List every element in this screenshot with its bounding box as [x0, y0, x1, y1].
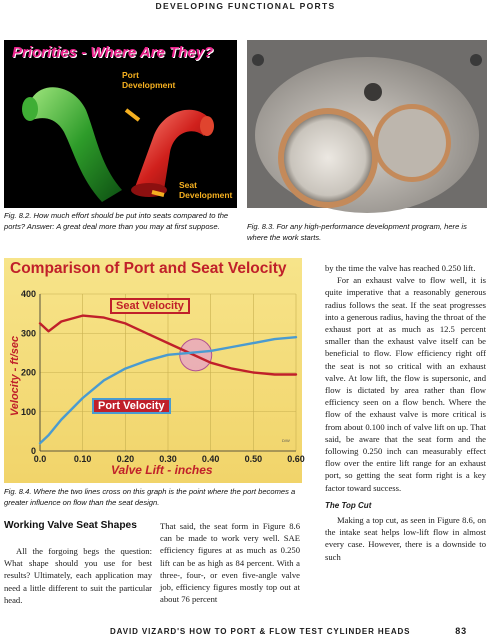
article-col1: [4, 545, 152, 606]
col3-subhead: The Top Cut: [325, 500, 372, 510]
cylinder-head-photo: [247, 40, 487, 208]
x-tick-label: 0.50: [244, 454, 263, 464]
fig1-label-port: Port Development: [122, 70, 176, 90]
figure-cylinder-head-image: [247, 40, 487, 208]
figure-priorities-image: [4, 40, 237, 208]
chart-ylabel: Velocity - ft/sec: [9, 335, 21, 417]
velocity-chart: [4, 258, 305, 483]
chart-tiny-label: D/W: [282, 438, 290, 443]
article-col3: [325, 262, 486, 563]
col3-paragraph-2: For an exhaust valve to flow well, it is quite imperative that a reasonably generous radius follows the seat. If the seat progresses into a generous radius, having the throat of the exhaust port at as much as 12.5 percent smaller than the exhaust valve itself can be beneficial to flow. Flow efficiency right off the seat is not so critical with an exhaust valve. At low lift, the flow is supersonic, and flow is dictated by area rather than flow efficiency seen on a flow bench. Where the flow of the exhaust valve is more critical is from about 0.100 inch of valve lift on up. That said, be aware that the seat form and the following 0.250 inch can measurably effect flow over the entire lift range for an exhaust port, so getting the seat form right is a key factor toward success.: [325, 275, 486, 493]
col3-paragraph-1: by the time the valve has reached 0.250 lift.: [325, 263, 476, 273]
x-tick-label: 0.20: [116, 454, 135, 464]
x-tick-label: 0.40: [201, 454, 220, 464]
section-heading: Working Valve Seat Shapes: [4, 520, 137, 531]
footer-book-title: DAVID VIZARD'S HOW TO PORT & FLOW TEST CYLINDER HEADS: [110, 627, 411, 636]
page-footer: [0, 624, 491, 640]
fig1-title: Priorities - Where Are They?: [12, 44, 214, 61]
y-tick-label: 0: [30, 446, 36, 456]
fig1-label-seat: Seat Development: [179, 180, 233, 200]
page-number: 83: [455, 626, 467, 636]
chart-xlabel: Valve Lift - inches: [111, 463, 213, 477]
figure-8-2-caption: Fig. 8.2. How much effort should be put into seats compared to the ports? Answer: A great deal more than you may at first suppose.: [4, 211, 229, 231]
figure-8-4-caption: Fig. 8.4. Where the two lines cross on this graph is the point where the port becomes a greater influence on flow than the seat design.: [4, 487, 296, 507]
figure-8-3-caption: Fig. 8.3. For any high-performance development program, here is where the work starts.: [247, 222, 467, 242]
col2-paragraph: That said, the seat form in Figure 8.6 can be made to work very well. SAE efficiency figures at as much as 0.250 lift can be as high as 84 percent. With a three-, four-, or even five-angle valve job, efficiency figures mostly top out at about 76 percent: [160, 521, 300, 605]
running-header: DEVELOPING FUNCTIONAL PORTS: [155, 1, 336, 11]
x-tick-label: 0.0: [33, 454, 47, 464]
legend-port-velocity: Port Velocity: [92, 398, 171, 414]
y-tick-label: 200: [20, 367, 36, 378]
x-tick-label: 0.60: [287, 454, 305, 464]
article-col2: [160, 520, 300, 605]
col1-paragraph: All the forgoing begs the question: What shape should you use for best results? Ultimately, each application may need a little different to suit the particular head.: [4, 546, 152, 605]
y-tick-label: 100: [20, 406, 36, 417]
legend-seat-velocity: Seat Velocity: [110, 298, 190, 314]
x-tick-label: 0.10: [73, 454, 92, 464]
col3-paragraph-3: Making a top cut, as seen in Figure 8.6, on the intake seat helps low-lift flow in almost every case. However, there is a downside to such: [325, 515, 486, 562]
velocity-chart-svg: [4, 258, 305, 483]
y-tick-label: 300: [20, 328, 36, 339]
x-tick-label: 0.30: [159, 454, 177, 464]
y-tick-label: 400: [20, 289, 36, 299]
chart-title: Comparison of Port and Seat Velocity: [10, 260, 287, 277]
